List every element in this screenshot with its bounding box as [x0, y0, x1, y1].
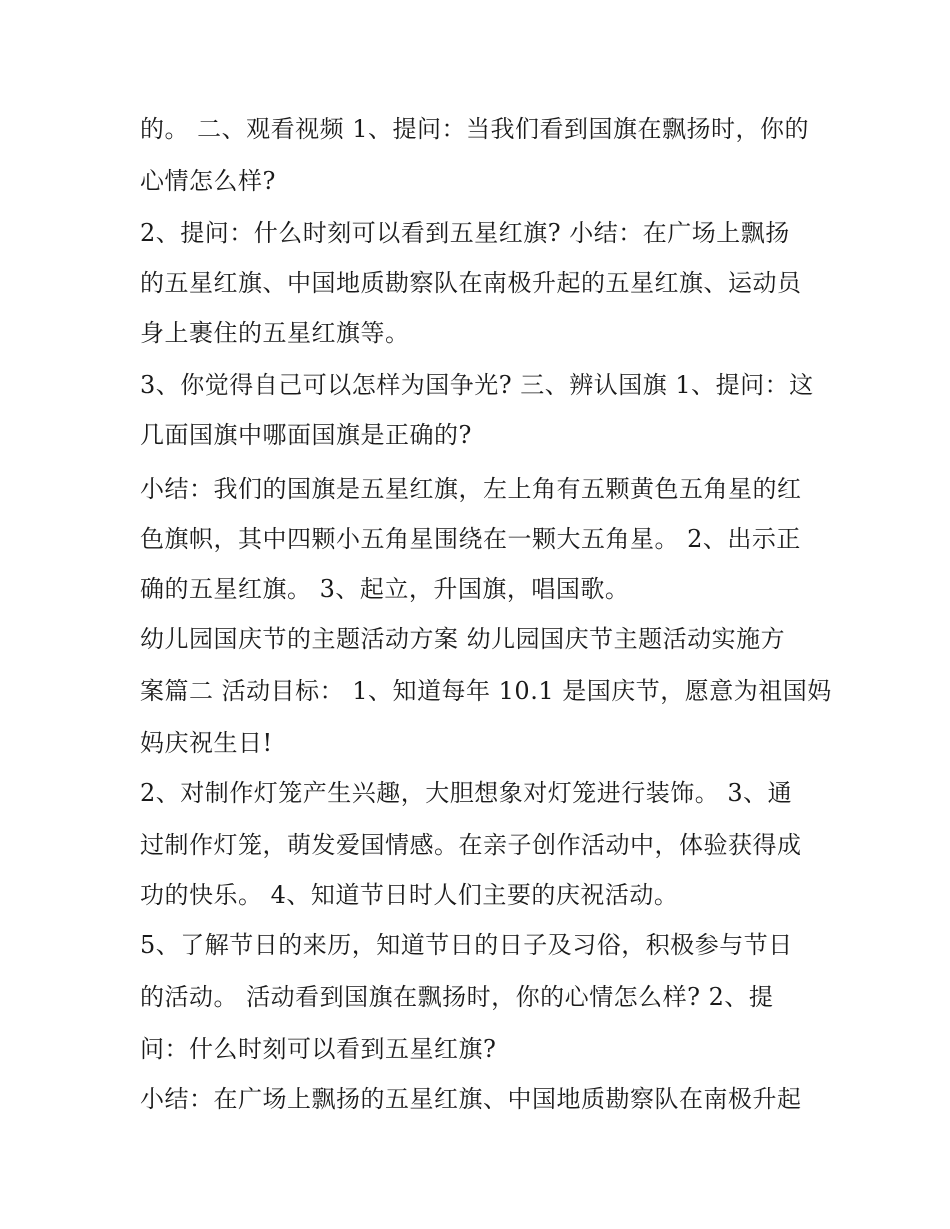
text-line: 案篇二 活动目标： 1、知道每年 10.1 是国庆节，愿意为祖国妈 [140, 677, 832, 705]
text-line: 的活动。 活动看到国旗在飘扬时，你的心情怎么样? 2、提 [140, 983, 774, 1011]
text-line: 身上裹住的五星红旗等。 [140, 319, 410, 347]
text-line: 色旗帜，其中四颗小五角星围绕在一颗大五角星。 2、出示正 [140, 525, 801, 553]
text-line: 心情怎么样? [140, 167, 276, 195]
text-line: 幼儿园国庆节的主题活动方案 幼儿园国庆节主题活动实施方 [140, 625, 786, 653]
text-line: 问：什么时刻可以看到五星红旗? [140, 1035, 497, 1063]
text-line: 几面国旗中哪面国旗是正确的? [140, 421, 472, 449]
text-line: 3、你觉得自己可以怎样为国争光? 三、辨认国旗 1、提问：这 [140, 371, 814, 399]
text-line: 2、提问：什么时刻可以看到五星红旗? 小结：在广场上飘扬 [140, 219, 790, 247]
text-line: 2、对制作灯笼产生兴趣，大胆想象对灯笼进行装饰。 3、通 [140, 779, 793, 807]
text-line: 5、了解节日的来历，知道节日的日子及习俗，积极参与节日 [140, 931, 793, 959]
text-line: 小结：我们的国旗是五星红旗，左上角有五颗黄色五角星的红 [140, 475, 802, 503]
text-line: 的。 二、观看视频 1、提问：当我们看到国旗在飘扬时，你的 [140, 115, 810, 143]
text-line: 小结：在广场上飘扬的五星红旗、中国地质勘察队在南极升起 [140, 1085, 802, 1113]
text-line: 妈庆祝生日! [140, 729, 273, 757]
text-line: 过制作灯笼，萌发爱国情感。在亲子创作活动中，体验获得成 [140, 831, 802, 859]
text-line: 的五星红旗、中国地质勘察队在南极升起的五星红旗、运动员 [140, 269, 802, 297]
text-line: 确的五星红旗。 3、起立，升国旗，唱国歌。 [140, 575, 630, 603]
text-line: 功的快乐。 4、知道节日时人们主要的庆祝活动。 [140, 881, 679, 909]
